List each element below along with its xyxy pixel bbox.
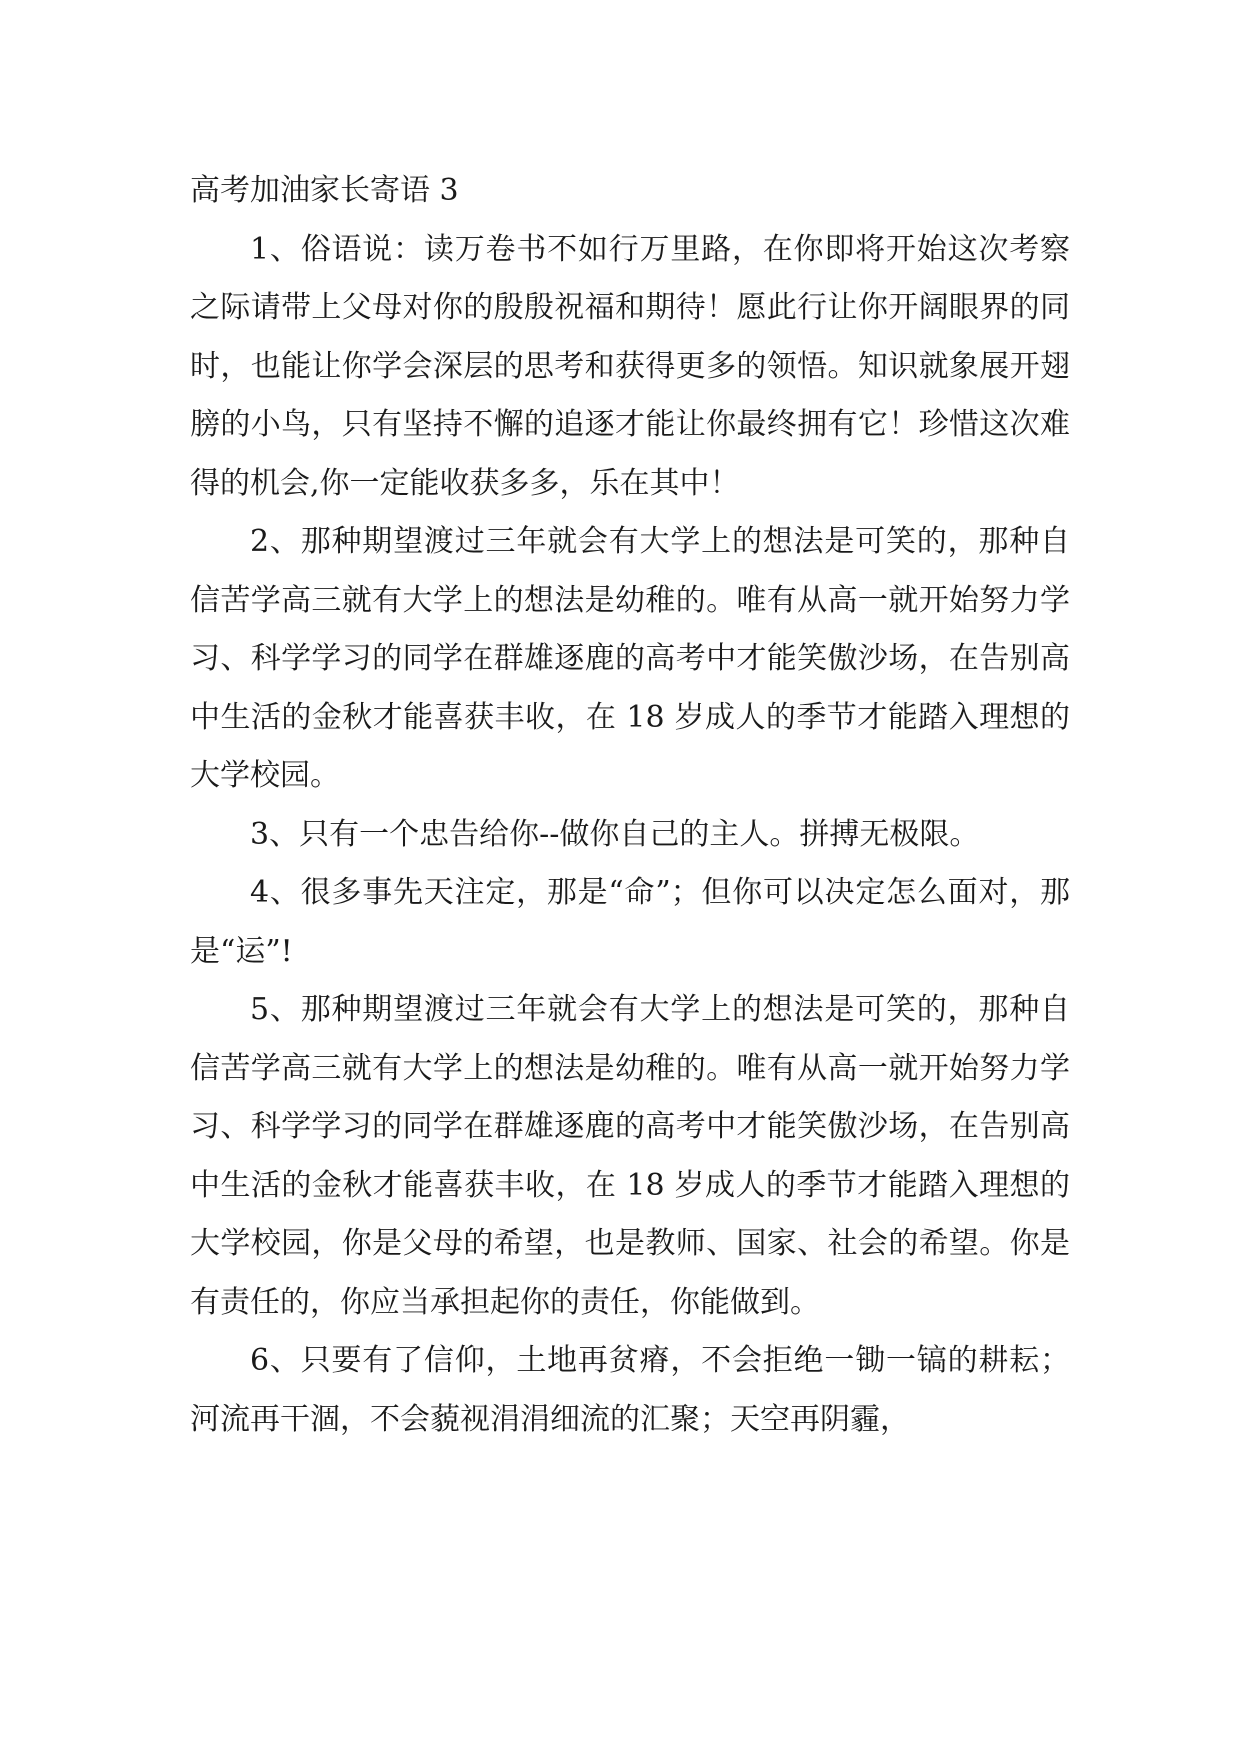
document-body (190, 162, 1070, 1449)
paragraph-3: 3、只有一个忠告给你--做你自己的主人。拼搏无极限。 (250, 816, 980, 852)
paragraph-4: 4、很多事先天注定，那是“命”；但你可以决定怎么面对，那是“运”! (190, 875, 1070, 969)
document-title: 高考加油家长寄语 3 (190, 173, 459, 208)
paragraph-1: 1、俗语说：读万卷书不如行万里路，在你即将开始这次考察之际请带上父母对你的殷殷祝福和期待！愿此行让你开阔眼界的同时，也能让你学会深层的思考和获得更多的领悟。知识就象展开翅膀的小鸟，只有坚持不懈的追逐才能让你最终拥有它！珍惜这次难得的机会,你一定能收获多多，乐在其中！ (190, 231, 1070, 501)
paragraph-5: 5、那种期望渡过三年就会有大学上的想法是可笑的，那种自信苦学高三就有大学上的想法是幼稚的。唯有从高一就开始努力学习、科学学习的同学在群雄逐鹿的高考中才能笑傲沙场，在告别高中生活的金秋才能喜获丰收，在 18 岁成人的季节才能踏入理想的大学校园，你是父母的希望，也是教师、国家、社会的希望。你是有责任的，你应当承担起你的责任，你能做到。 (190, 992, 1070, 1320)
paragraph-6: 6、只要有了信仰，土地再贫瘠，不会拒绝一锄一镐的耕耘；河流再干涸，不会藐视涓涓细流的汇聚；天空再阴霾， (190, 1343, 1070, 1437)
paragraph-2: 2、那种期望渡过三年就会有大学上的想法是可笑的，那种自信苦学高三就有大学上的想法是幼稚的。唯有从高一就开始努力学习、科学学习的同学在群雄逐鹿的高考中才能笑傲沙场，在告别高中生活的金秋才能喜获丰收，在 18 岁成人的季节才能踏入理想的大学校园。 (190, 524, 1070, 793)
